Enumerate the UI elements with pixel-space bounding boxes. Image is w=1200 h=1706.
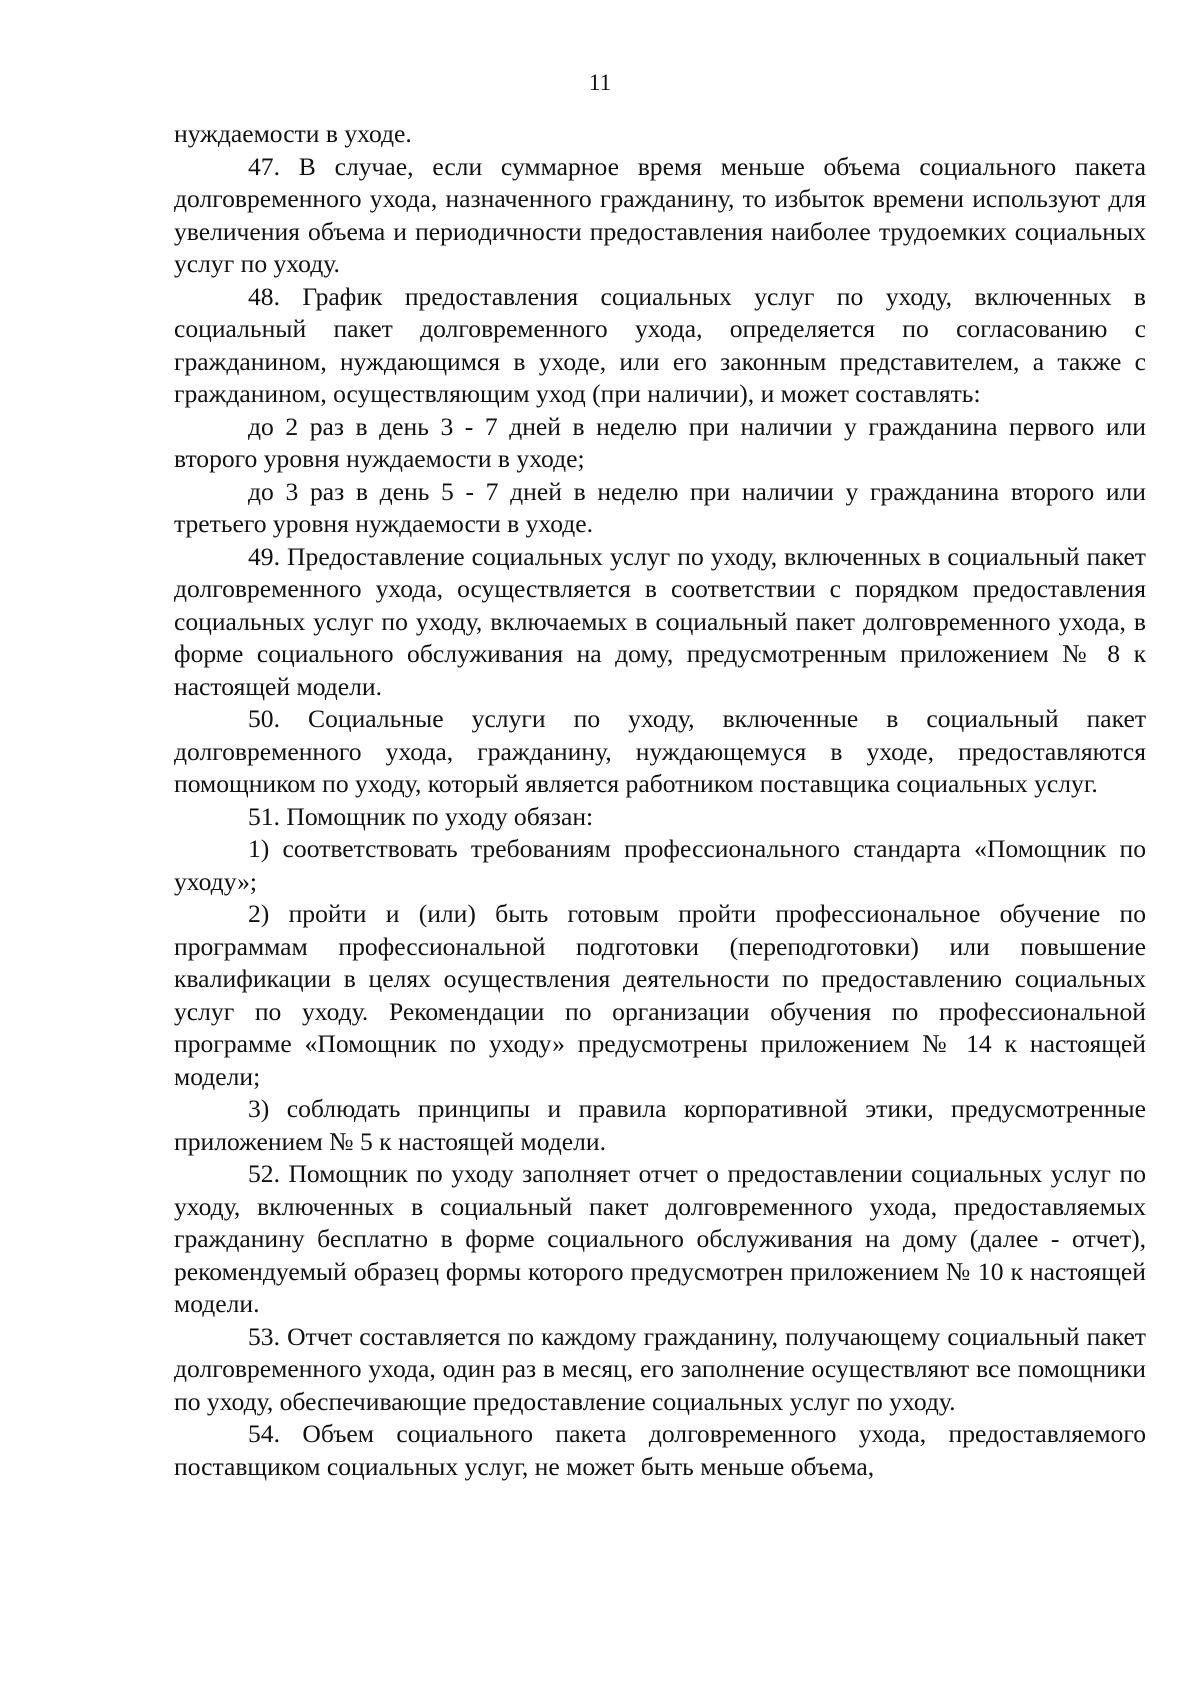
paragraph-51-2: 2) пройти и (или) быть готовым пройти профессиональное обучение по программам профессиональной подготовки (переподготовки) или повышение квалификации в целях осуществления деятельности по предоставлению социальных услуг по уходу. Рекомендации по организации обучения по профессиональной программе «Помощник по уходу» предусмотрены приложением № 14 к настоящей модели; [174,899,1146,1091]
paragraph-cont: нуждаемости в уходе. [174,119,412,148]
page-number: 11 [588,70,612,95]
paragraph-51: 51. Помощник по уходу обязан: [248,801,594,831]
paragraph-50: 50. Социальные услуги по уходу, включенные в социальный пакет долговременного ухода, гражданину, нуждающемуся в уходе, предоставляются помощником по уходу, который является работником поставщика социальных услуг. [174,704,1146,798]
paragraph-53: 53. Отчет составляется по каждому гражданину, получающему социальный пакет долговременного ухода, один раз в месяц, его заполнение осуществляют все помощники по уходу, обеспечивающие предоставление социальных услуг по уходу. [174,1321,1146,1416]
paragraph-51-3: 3) соблюдать принципы и правила корпоративной этики, предусмотренные приложением № 5 к настоящей модели. [174,1094,1146,1156]
paragraph-49: 49. Предоставление социальных услуг по уходу, включенных в социальный пакет долговременного ухода, осуществляется в соответствии с порядком предоставления социальных услуг по уходу, включаемых в социальный пакет долговременного ухода, в форме социального обслуживания на дому, предусмотренным приложением № 8 к настоящей модели. [174,541,1146,701]
paragraph-48a: до 2 раз в день 3 - 7 дней в неделю при наличии у гражданина первого или второго уровня нуждаемости в уходе; [174,411,1146,473]
paragraph-54: 54. Объем социального пакета долговременного ухода, предоставляемого поставщиком социальных услуг, не может быть меньше объема, [174,1419,1146,1481]
paragraph-47: 47. В случае, если суммарное время меньше объема социального пакета долговременного ухода, назначенного гражданину, то избыток времени используют для увеличения объема и периодичности предоставления наиболее трудоемких социальных услуг по уходу. [174,151,1146,278]
paragraph-48b: до 3 раз в день 5 - 7 дней в неделю при наличии у гражданина второго или третьего уровня нуждаемости в уходе. [174,476,1146,538]
paragraph-48: 48. График предоставления социальных услуг по уходу, включенных в социальный пакет долговременного ухода, определяется по согласованию с гражданином, нуждающимся в уходе, или его законным представителем, а также с гражданином, осуществляющим уход (при наличии), и может составлять: [174,281,1146,408]
paragraph-51-1: 1) соответствовать требованиям профессионального стандарта «Помощник по уходу»; [174,834,1146,896]
paragraph-52: 52. Помощник по уходу заполняет отчет о предоставлении социальных услуг по уходу, включенных в социальный пакет долговременного ухода, предоставляемых гражданину бесплатно в форме социального обслуживания на дому (далее - отчет), рекомендуемый образец формы которого предусмотрен приложением № 10 к настоящей модели. [174,1159,1146,1318]
document-body [174,118,1146,1483]
